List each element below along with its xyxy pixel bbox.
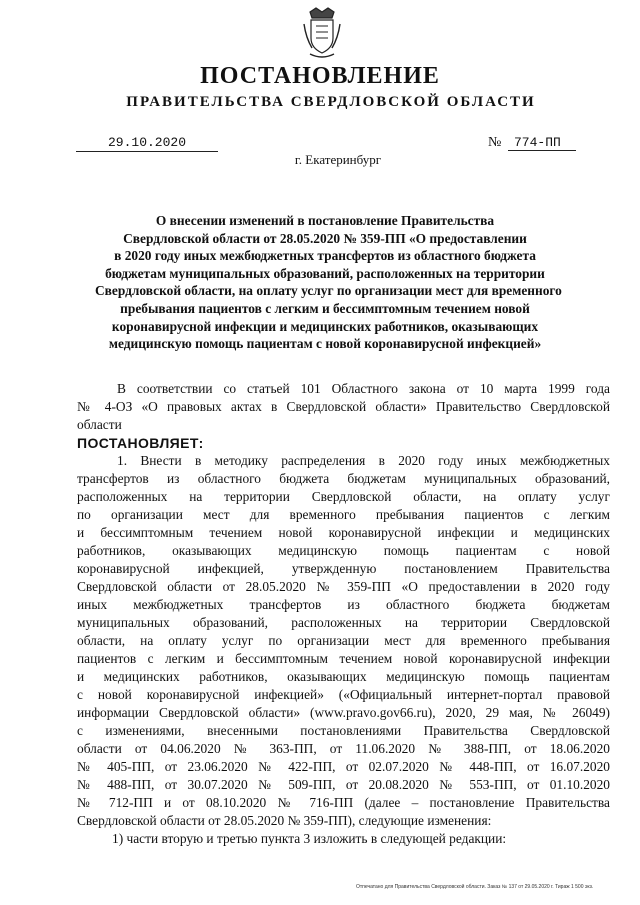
title-line: Свердловской области от 28.05.2020 № 359-ПП «О предоставлении: [123, 230, 527, 246]
item-line: расположенных на территории Свердловской области, на оплату услуг: [77, 489, 610, 504]
document-number: [488, 135, 576, 151]
item-line: коронавирусной инфекцией, утвержденную постановлением Правительства: [77, 561, 610, 576]
item-line: работников, оказывающих медицинскую помощь пациентам с новой: [77, 543, 610, 558]
issuer: ПРАВИТЕЛЬСТВА СВЕРДЛОВСКОЙ ОБЛАСТИ: [126, 94, 536, 110]
title-line: пребывания пациентов с легким и бессимптомным течением новой: [120, 300, 530, 316]
item-line: Свердловской области от 28.05.2020 № 359-ПП «О предоставлении в 2020 году: [77, 579, 610, 594]
preamble-line: области: [77, 417, 122, 432]
item-line: иных межбюджетных трансфертов из областного бюджета бюджетам: [77, 597, 610, 612]
coat-of-arms-icon: [302, 4, 342, 62]
item-line: № 712-ПП и от 08.10.2020 № 716-ПП (далее – постановление Правительства: [77, 795, 610, 810]
number-value: 774-ПП: [508, 135, 576, 151]
document-body: [77, 380, 610, 848]
decree-word: ПОСТАНОВЛЯЕТ:: [77, 435, 204, 451]
item-line: № 488-ПП, от 30.07.2020 № 509-ПП, от 20.08.2020 № 553-ПП, от 01.10.2020: [77, 777, 610, 792]
item-subpoint: 1) части вторую и третью пункта 3 изложить в следующей редакции:: [112, 831, 507, 846]
item-line: муниципальных образований, расположенных на территории Свердловской: [77, 615, 610, 630]
print-footer: Отпечатано для Правительства Свердловской области. Заказ № 137 от 29.05.2020 г. Тираж 1 500 экз.: [356, 884, 594, 890]
item-line: с изменениями, внесенными постановлениями Правительства Свердловской: [77, 723, 610, 738]
item-line: области от 04.06.2020 № 363-ПП, от 11.06.2020 № 388-ПП, от 18.06.2020: [77, 741, 610, 756]
title-line: в 2020 году иных межбюджетных трансфертов из областного бюджета: [114, 248, 536, 264]
document-date: 29.10.2020: [76, 135, 218, 152]
item-line: по организации мест для временного пребывания пациентов с легким: [77, 507, 610, 522]
item-line: пациентов с легким и бессимптомным течением новой коронавирусной инфекции: [77, 651, 610, 666]
title-line: коронавирусной инфекции и медицинских работников, оказывающих: [111, 318, 539, 334]
item-line: № 405-ПП, от 23.06.2020 № 422-ПП, от 02.07.2020 № 448-ПП, от 16.07.2020: [77, 759, 610, 774]
preamble-line: № 4-ОЗ «О правовых актах в Свердловской области» Правительство Свердловской: [77, 399, 610, 414]
item-line: и медицинских работников, оказывающих медицинскую помощь пациентам: [77, 669, 610, 684]
item-line: Свердловской области от 28.05.2020 № 359-ПП), следующие изменения:: [77, 813, 492, 828]
title-line: Свердловской области, на оплату услуг по организации мест для временного: [95, 283, 562, 299]
number-sign: №: [488, 135, 502, 150]
city: г. Екатеринбург: [294, 152, 382, 167]
preamble-line: В соответствии со статьей 101 Областного закона от 10 марта 1999 года: [117, 381, 610, 396]
title-line: бюджетам муниципальных образований, расположенных на территории: [105, 265, 545, 281]
item-line: информации Свердловской области» (www.pravo.gov66.ru), 2020, 29 мая, № 26049): [77, 705, 610, 720]
item-line: 1. Внести в методику распределения в 2020 году иных межбюджетных: [117, 453, 610, 468]
item-line: и бессимптомным течением новой коронавирусной инфекции и медицинских: [77, 525, 610, 540]
item-line: с новой коронавирусной инфекцией» («Официальный интернет-портал правовой: [77, 687, 610, 702]
item-line: области, на оплату услуг по организации мест для временного пребывания: [77, 633, 610, 648]
title-line: О внесении изменений в постановление Правительства: [155, 213, 495, 228]
item-line: трансфертов из областного бюджета бюджетам муниципальных образований,: [77, 471, 610, 486]
document-type: ПОСТАНОВЛЕНИЕ: [200, 63, 440, 89]
title-line: медицинскую помощь пациентам с новой коронавирусной инфекцией»: [108, 336, 542, 352]
document-title: [95, 212, 562, 353]
